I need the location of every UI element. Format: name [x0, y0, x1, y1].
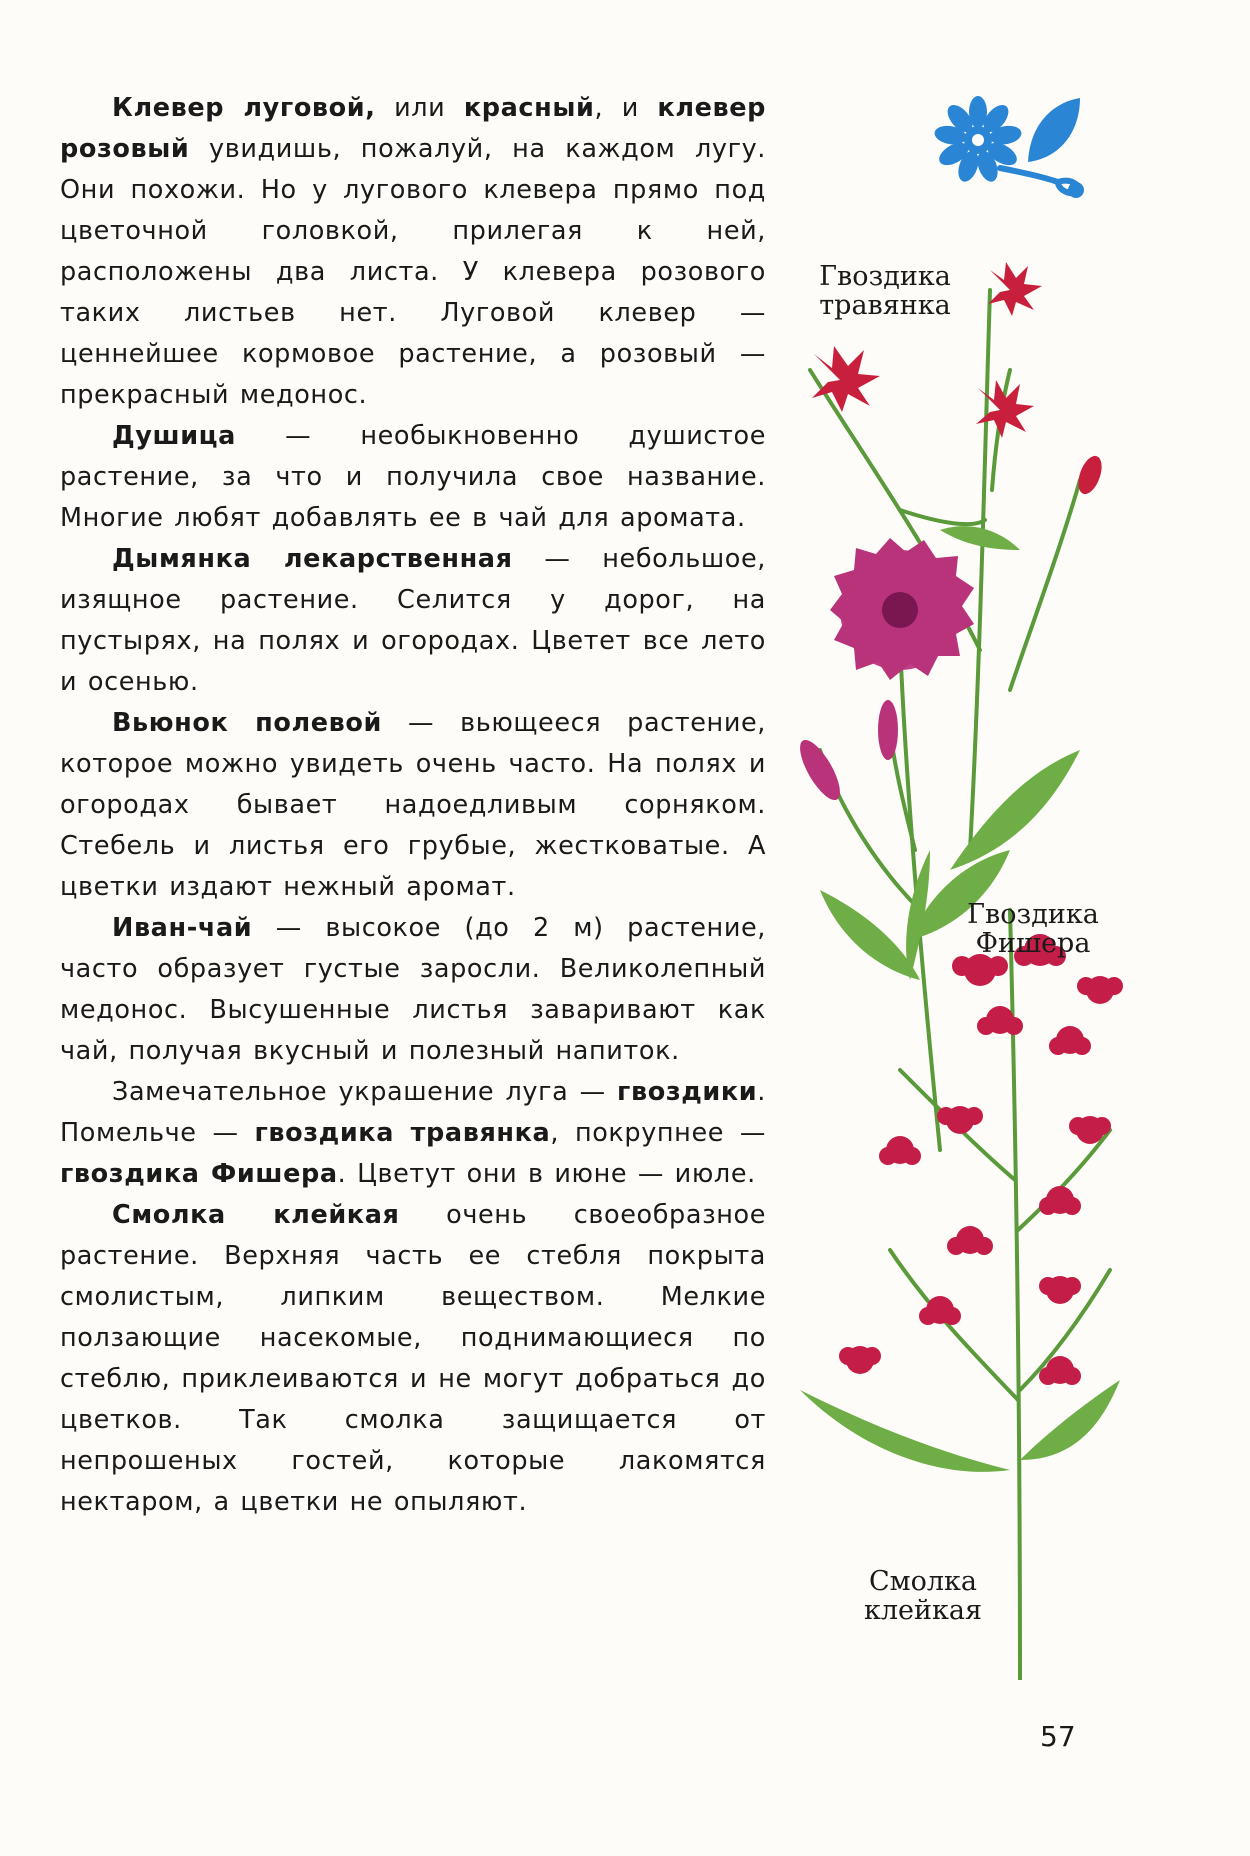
- caption-smolka: Смолка клейкая: [863, 1566, 982, 1626]
- page-number: 57: [1040, 1720, 1076, 1753]
- paragraph-clover: Клевер луговой, или красный, и клевер розовый увидишь, пожалуй, на каждом лугу. Они похожи. Но у лугового клевера прямо под цветочной головкой, прилегая к ней, расположены два листа. У клевера розового таких листьев нет. Луговой клевер — ценнейшее кормовое растение, а розовый — прекрасный медонос.: [60, 93, 766, 410]
- paragraph-fireweed: Иван-чай — высокое (до 2 м) растение, часто образует густые заросли. Великолепный медонос. Высушенные листья заваривают как чай, получая вкусный и полезный напиток.: [60, 913, 766, 1066]
- paragraph-catchfly: Смолка клейкая очень своеобразное растение. Верхняя часть ее стебля покрыта смолистым, липким веществом. Мелкие ползающие насекомые, поднимающиеся по стеблю, приклеиваются и не могут добраться до цветков. Так смолка защищается от непрошеных гостей, которые лакомятся нектаром, а цветки не опыляют.: [60, 1200, 766, 1517]
- paragraph-bindweed: Вьюнок полевой — вьющееся растение, которое можно увидеть очень часто. На полях и огородах бывает надоедливым сорняком. Стебель и листья его грубые, жестковатые. А цветки издают нежный аромат.: [60, 708, 766, 902]
- flower-emblem-icon: [930, 92, 1100, 202]
- caption-travyanka: Гвоздика травянка: [819, 261, 951, 321]
- paragraph-oregano: Душица — необыкновенно душистое растение, за что и получила свое название. Многие любят добавлять ее в чай для аромата.: [60, 421, 766, 533]
- paragraph-fumitory: Дымянка лекарственная — небольшое, изящное растение. Селится у дорог, на пустырях, на полях и огородах. Цветет все лето и осенью.: [60, 544, 766, 697]
- caption-fishera: Гвоздика Фишера: [967, 899, 1099, 959]
- text-column: [60, 88, 766, 1523]
- paragraph-carnations: Замечательное украшение луга — гвоздики. Помельче — гвоздика травянка, покрупнее — гвоздика Фишера. Цветут они в июне — июле.: [60, 1077, 766, 1189]
- botanical-illustration: [780, 250, 1140, 1680]
